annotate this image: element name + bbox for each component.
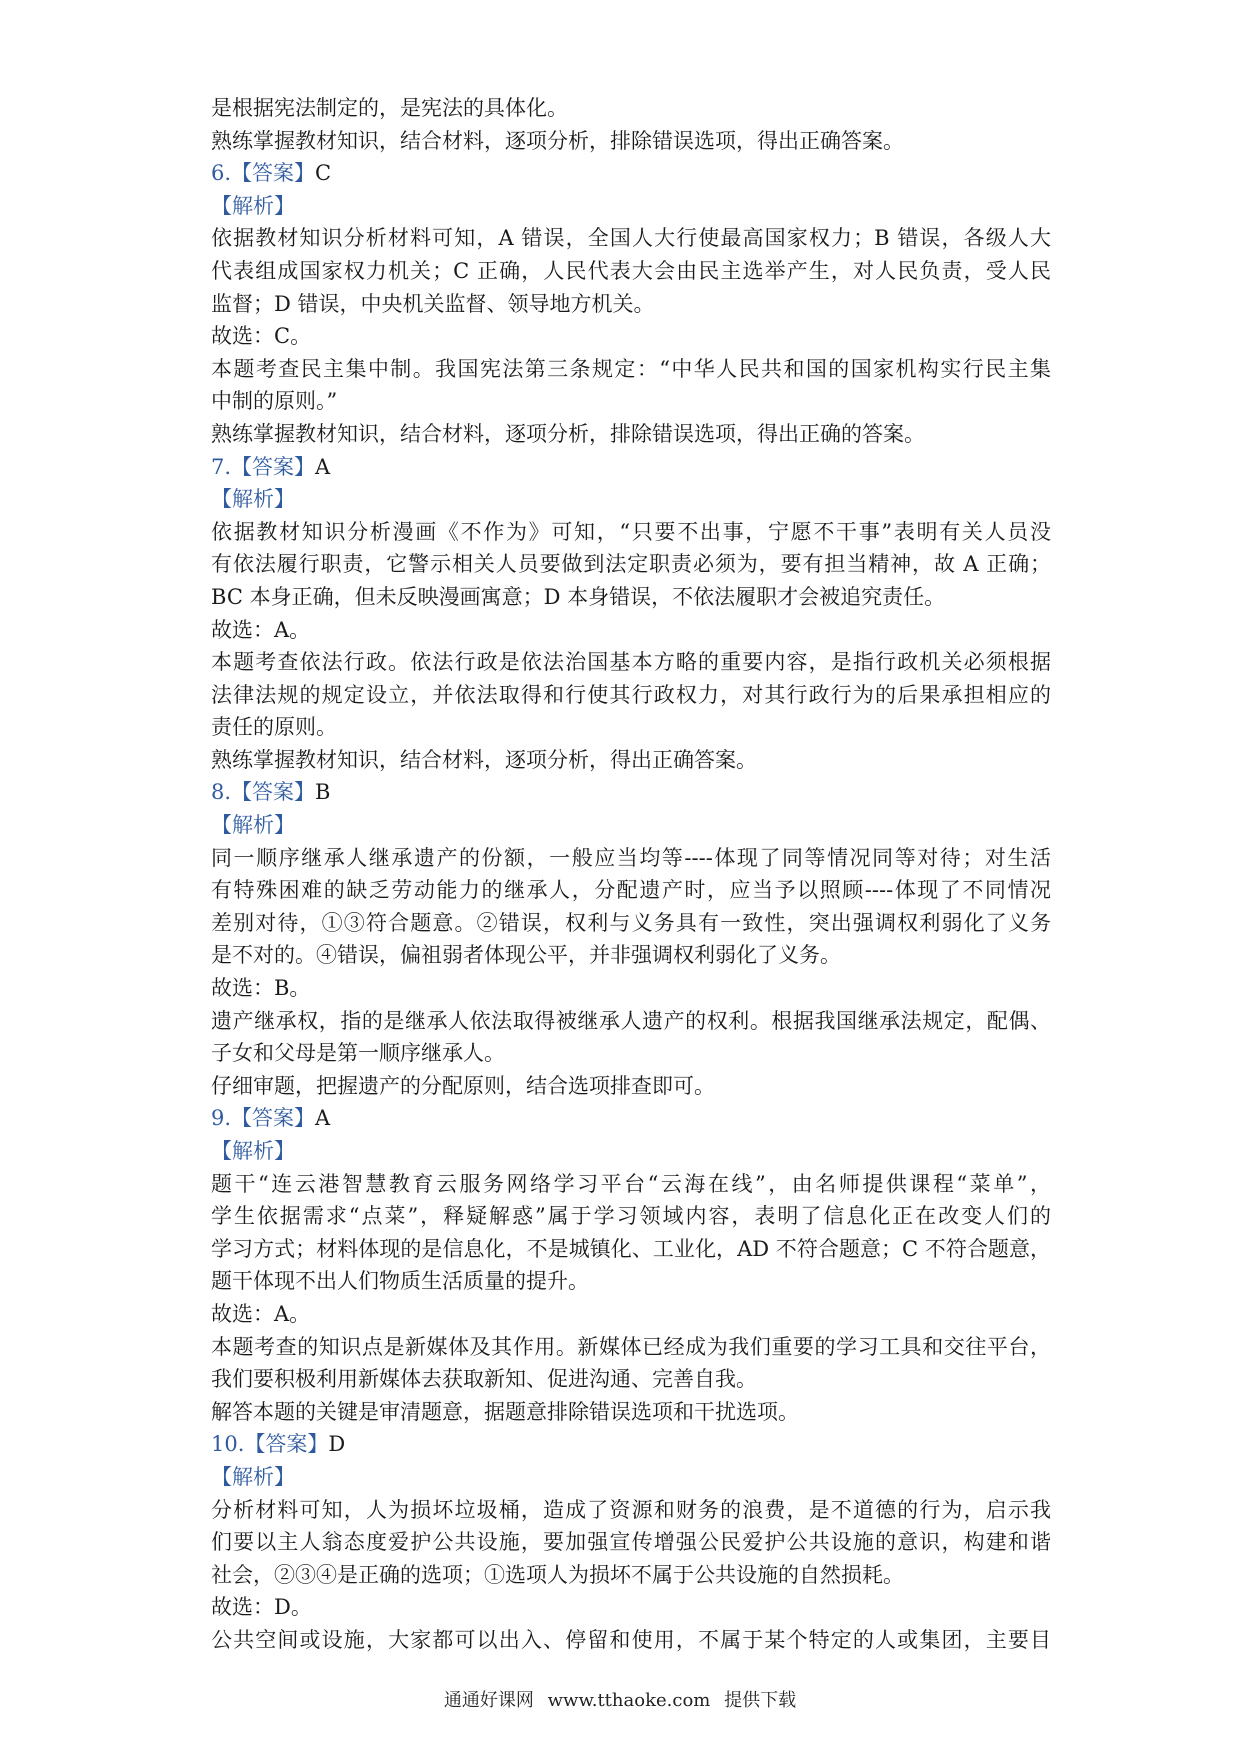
answer-value: B (315, 780, 331, 805)
paragraph-line: 是根据宪法制定的，是宪法的具体化。 (211, 96, 568, 120)
paragraph-line: 责任的原则。 (211, 715, 337, 740)
paragraph-line: 有特殊困难的缺乏劳动能力的继承人，分配遗产时，应当予以照顾----体现了不同情况 (211, 878, 1051, 903)
paragraph-line: 熟练掌握教材知识，结合材料，逐项分析，排除错误选项，得出正确答案。 (211, 128, 904, 153)
paragraph-line: 差别对待，①③符合题意。②错误，权利与义务具有一致性，突出强调权利弱化了义务 (211, 910, 1051, 935)
paragraph-line: 故选：C。 (211, 324, 312, 349)
paragraph-line: 故选：B。 (211, 976, 311, 1001)
analysis-heading: 【解析】 (211, 193, 295, 218)
answer-value: A (315, 454, 331, 479)
answer-line (211, 157, 1051, 190)
paragraph-line: 子女和父母是第一顺序继承人。 (211, 1041, 505, 1066)
analysis-heading: 【解析】 (211, 813, 295, 838)
paragraph-line: BC 本身正确，但未反映漫画寓意；D 本身错误，不依法履职才会被追究责任。 (211, 584, 946, 609)
paragraph-line: 同一顺序继承人继承遗产的份额，一般应当均等----体现了同等情况同等对待；对生活 (211, 845, 1051, 870)
paragraph-line: 题干体现不出人们物质生活质量的提升。 (211, 1269, 589, 1294)
question-number: 10. (211, 1432, 245, 1457)
paragraph-line: 题干“连云港智慧教育云服务网络学习平台“云海在线”，由名师提供课程“菜单”， (211, 1171, 1051, 1196)
page-footer (0, 1686, 1240, 1712)
paragraph-line: 是不对的。④错误，偏祖弱者体现公平，并非强调权利弱化了义务。 (211, 943, 841, 968)
footer-site-name: 通通好课网 (443, 1690, 534, 1711)
paragraph-line: 故选：A。 (211, 617, 311, 642)
paragraph-line: 中制的原则。” (211, 389, 338, 414)
paragraph-line: 法律法规的规定设立，并依法取得和行使其行政权力，对其行政行为的后果承担相应的 (211, 682, 1051, 707)
answer-value: D (328, 1432, 346, 1457)
paragraph-line: 仔细审题，把握遗产的分配原则，结合选项排查即可。 (211, 1073, 715, 1098)
paragraph-line: 们要以主人翁态度爱护公共设施，要加强宣传增强公民爱护公共设施的意识，构建和谐 (211, 1530, 1051, 1555)
paragraph-line: 我们要积极利用新媒体去获取新知、促进沟通、完善自我。 (211, 1367, 757, 1392)
paragraph-line: 解答本题的关键是审清题意，据题意排除错误选项和干扰选项。 (211, 1399, 799, 1424)
paragraph-line: 本题考查依法行政。依法行政是依法治国基本方略的重要内容，是指行政机关必须根据 (211, 650, 1051, 675)
paragraph-line: 有依法履行职责，它警示相关人员要做到法定职责必须为，要有担当精神，故 A 正确； (211, 552, 1051, 577)
paragraph-line: 社会，②③④是正确的选项；①选项人为损坏不属于公共设施的自然损耗。 (211, 1562, 904, 1587)
question-number: 7. (211, 454, 232, 479)
answer-tag: 【答案】 (231, 161, 316, 186)
paragraph-line: 公共空间或设施，大家都可以出入、停留和使用，不属于某个特定的人或集团，主要目 (211, 1627, 1051, 1652)
question-number: 8. (211, 780, 232, 805)
footer-action: 提供下载 (724, 1690, 797, 1711)
paragraph-line: 故选：A。 (211, 1301, 311, 1326)
paragraph-line: 监督；D 错误，中央机关监督、领导地方机关。 (211, 291, 655, 316)
analysis-heading: 【解析】 (211, 1139, 295, 1163)
answer-value: A (315, 1106, 331, 1131)
paragraph-line: 熟练掌握教材知识，结合材料，逐项分析，排除错误选项，得出正确的答案。 (211, 421, 925, 446)
footer-url[interactable]: www.tthaoke.com (547, 1690, 711, 1711)
answer-tag: 【答案】 (231, 780, 316, 805)
analysis-heading: 【解析】 (211, 487, 295, 512)
paragraph-line: 依据教材知识分析漫画《不作为》可知，“只要不出事，宁愿不干事”表明有关人员没 (211, 519, 1051, 544)
paragraph-line: 学习方式；材料体现的是信息化，不是城镇化、工业化，AD 不符合题意；C 不符合题意， (211, 1236, 1051, 1261)
paragraph-line: 分析材料可知，人为损坏垃圾桶，造成了资源和财务的浪费，是不道德的行为，启示我 (211, 1497, 1051, 1522)
answer-tag: 【答案】 (244, 1432, 329, 1457)
answer-line (211, 1102, 1051, 1135)
question-number: 9. (211, 1106, 232, 1131)
answer-line (211, 776, 1051, 809)
answer-line (211, 451, 1051, 484)
answer-value: C (315, 161, 332, 186)
paragraph-line: 依据教材知识分析材料可知，A 错误，全国人大行使最高国家权力；B 错误，各级人大 (211, 226, 1051, 251)
paragraph-line: 本题考查民主集中制。我国宪法第三条规定：“中华人民共和国的国家机构实行民主集 (211, 356, 1051, 381)
paragraph-line: 遗产继承权，指的是继承人依法取得被继承人遗产的权利。根据我国继承法规定，配偶、 (211, 1008, 1051, 1033)
paragraph-line: 学生依据需求“点菜”，释疑解惑”属于学习领域内容，表明了信息化正在改变人们的 (211, 1204, 1051, 1229)
analysis-heading: 【解析】 (211, 1464, 295, 1489)
paragraph-line: 故选：D。 (211, 1595, 312, 1620)
paragraph-line: 熟练掌握教材知识，结合材料，逐项分析，得出正确答案。 (211, 747, 757, 772)
answer-tag: 【答案】 (231, 1106, 316, 1131)
answer-line (211, 1428, 1051, 1461)
paragraph-line: 本题考查的知识点是新媒体及其作用。新媒体已经成为我们重要的学习工具和交往平台， (211, 1334, 1051, 1359)
document-body (211, 92, 1051, 1657)
question-number: 6. (211, 161, 232, 186)
paragraph-line: 代表组成国家权力机关；C 正确，人民代表大会由民主选举产生，对人民负责，受人民 (211, 258, 1051, 283)
answer-tag: 【答案】 (231, 454, 316, 479)
